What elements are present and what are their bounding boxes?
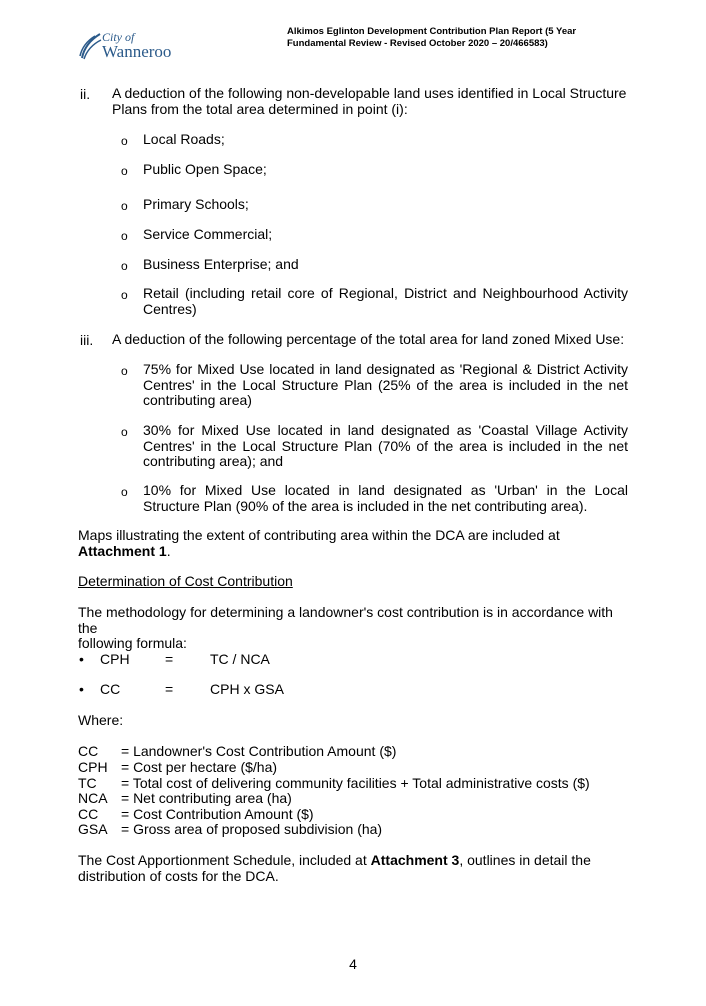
maps-tail: .	[166, 542, 171, 559]
item-iii-text: A deduction of the following percentage of the total area for land zoned Mixed Use:	[112, 331, 625, 347]
list-item: Local Roads;	[143, 131, 225, 147]
formula-term: CC	[100, 681, 121, 697]
logo-line1: City of	[102, 30, 135, 44]
closing-attachment-ref: Attachment 3	[370, 852, 460, 868]
header-title-line1: Alkimos Eglinton Development Contribution Plan Report (5 Year	[287, 26, 577, 37]
document-header	[287, 26, 627, 50]
bullet-marker: o	[121, 425, 128, 439]
formula-expr: TC / NCA	[210, 651, 270, 667]
list-item: Retail (including retail core of Regional, District and Neighbourhood Activity Centres)	[143, 285, 628, 317]
def-term: GSA	[78, 821, 108, 837]
list-item: Service Commercial;	[143, 226, 273, 242]
section-heading	[78, 574, 293, 590]
list-item: 75% for Mixed Use located in land designated as 'Regional & District Activity Centres' in the Local Structure Plan (25% of the area is included in the net contributing area)	[143, 361, 628, 408]
closing-post: , outlines in detail the	[459, 852, 591, 868]
formula-bullet: •	[79, 681, 84, 697]
def-term: NCA	[78, 790, 108, 806]
bullet-marker: o	[121, 485, 128, 499]
formula-eq: =	[165, 681, 174, 697]
page-number: 4	[349, 956, 357, 972]
closing-line2: distribution of costs for the DCA.	[78, 867, 279, 884]
maps-paragraph	[78, 528, 628, 559]
list-item: 30% for Mixed Use located in land designated as 'Coastal Village Activity Centres' in the Local Structure Plan (70% of the area is included in the net contributing area); and	[143, 422, 628, 469]
def-text: = Net contributing area (ha)	[121, 790, 292, 806]
formula-bullet: •	[79, 651, 84, 667]
item-ii-marker: ii.	[80, 86, 91, 102]
methodology-line1: The methodology for determining a landowner's cost contribution is in accordance with the	[78, 604, 613, 636]
def-text: = Total cost of delivering community facilities + Total administrative costs ($)	[121, 775, 590, 791]
methodology-line2: following formula:	[78, 635, 187, 651]
list-item: 10% for Mixed Use located in land designated as 'Urban' in the Local Structure Plan (90% of the area is included in the net contributing area).	[143, 482, 628, 514]
attachment-ref: Attachment 1	[78, 542, 167, 559]
bullet-marker: o	[121, 199, 128, 213]
bullet-marker: o	[121, 364, 128, 378]
closing-paragraph	[78, 853, 628, 884]
formula-term: CPH	[100, 651, 130, 667]
item-ii-line1: A deduction of the following non-developable land uses identified in Local Structure	[112, 85, 627, 101]
def-term: CPH	[78, 759, 108, 775]
item-ii-line2: Plans from the total area determined in point (i):	[112, 100, 408, 117]
maps-attachment	[78, 544, 628, 560]
list-item: Business Enterprise; and	[143, 256, 299, 272]
item-iii-marker: iii.	[80, 332, 94, 348]
def-text: = Cost per hectare ($/ha)	[121, 759, 278, 775]
def-term: TC	[78, 775, 97, 791]
def-term: CC	[78, 806, 99, 822]
where-label: Where:	[78, 712, 124, 728]
methodology-paragraph	[78, 605, 628, 652]
section-heading-text: Determination of Cost Contribution	[78, 573, 293, 589]
def-text: = Cost Contribution Amount ($)	[121, 806, 314, 822]
bullet-marker: o	[121, 164, 128, 178]
def-text: = Landowner's Cost Contribution Amount ($)	[121, 743, 397, 759]
formula-eq: =	[165, 651, 174, 667]
list-item: Primary Schools;	[143, 196, 249, 212]
list-item: Public Open Space;	[143, 161, 267, 177]
item-ii-text	[112, 86, 632, 117]
def-text: = Gross area of proposed subdivision (ha)	[121, 821, 383, 837]
formula-expr: CPH x GSA	[210, 681, 284, 697]
header-title-line2: Fundamental Review - Revised October 2020 – 20/466583)	[287, 38, 548, 49]
bullet-marker: o	[121, 229, 128, 243]
bullet-marker: o	[121, 288, 128, 302]
closing-line1	[78, 853, 628, 869]
bullet-marker: o	[121, 259, 128, 273]
logo-swoosh-icon	[78, 32, 102, 60]
def-term: CC	[78, 743, 99, 759]
bullet-marker: o	[121, 134, 128, 148]
maps-text: Maps illustrating the extent of contributing area within the DCA are included at	[78, 527, 560, 543]
logo-line2: Wanneroo	[102, 42, 172, 61]
closing-pre: The Cost Apportionment Schedule, included at	[78, 852, 367, 868]
city-logo	[78, 28, 188, 64]
